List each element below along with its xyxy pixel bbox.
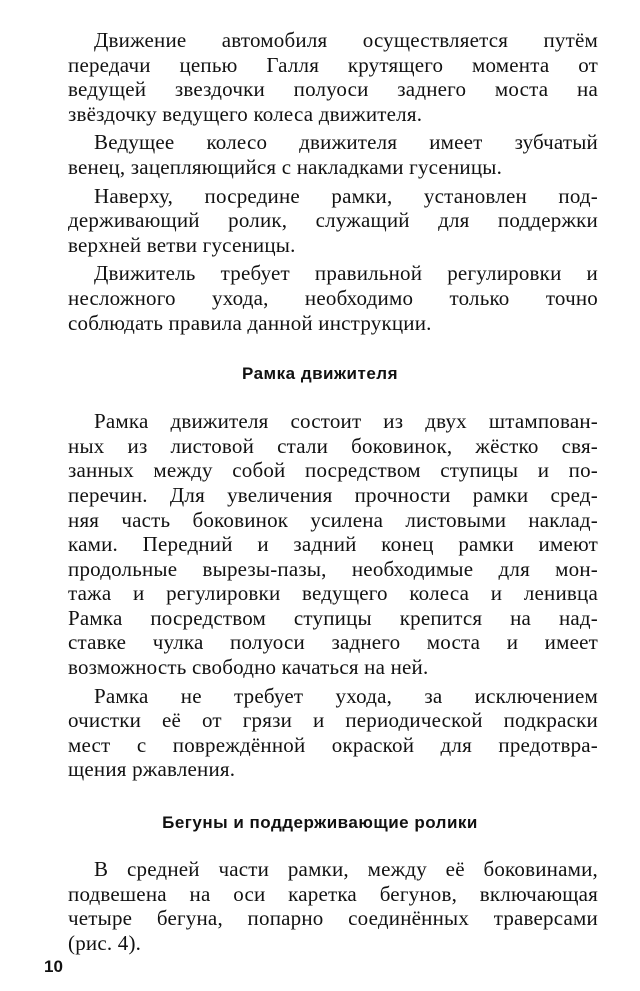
text-line: Ведущее колесо движителя имеет зубчатый	[94, 130, 598, 155]
text-line: соблюдать правила данной инструкции.	[68, 310, 432, 335]
text-line: занных между собой посредством ступицы и по-	[68, 458, 598, 483]
text-line: возможность свободно качаться на ней.	[68, 655, 429, 680]
text-line: няя часть боковинок усилена листовыми наклад-	[68, 507, 598, 532]
text-line: четыре бегуна, попарно соединённых траверсами	[68, 906, 598, 931]
text-line: очистки её от грязи и периодической подкраски	[68, 708, 598, 733]
text-line: ведущей звездочки полуоси заднего моста на	[68, 77, 598, 102]
text-line: Движение автомобиля осуществляется путём	[94, 28, 598, 52]
paragraph-runners	[42, 857, 598, 955]
text-line: Движитель требует правильной регулировки и	[94, 261, 598, 286]
text-line: держивающий ролик, служащий для поддержки	[68, 208, 598, 233]
text-line: Рамка движителя состоит из двух штампован-	[94, 409, 598, 434]
paragraph-frame-structure	[42, 409, 598, 680]
section-heading-frame: Рамка движителя	[241, 364, 399, 384]
text-line: верхней ветви гусеницы.	[68, 232, 296, 257]
text-line: перечин. Для увеличения прочности рамки сред-	[68, 482, 598, 507]
text-line: мест с повреждённой окраской для предотвра-	[68, 732, 598, 757]
text-line: щения ржавления.	[68, 757, 236, 782]
text-line: несложного ухода, необходимо только точно	[68, 285, 598, 310]
paragraph-drive-wheel	[42, 130, 598, 179]
paragraph-support-roller	[42, 184, 598, 258]
page-number: 10	[44, 957, 63, 976]
text-line: ставке чулка полуоси заднего моста и имеет	[68, 630, 598, 655]
paragraph-maintenance	[42, 261, 598, 335]
text-line: звёздочку ведущего колеса движителя.	[68, 101, 423, 126]
paragraph-drive-transmission	[42, 28, 598, 126]
text-line: тажа и регулировки ведущего колеса и ленивца	[68, 581, 598, 606]
text-line: венец, зацепляющийся с накладками гусеницы.	[68, 154, 503, 179]
paragraph-frame-care	[42, 684, 598, 782]
text-line: передачи цепью Галля крутящего момента от	[68, 52, 598, 77]
text-line: (рис. 4).	[68, 930, 142, 955]
text-line: В средней части рамки, между её боковинами,	[94, 857, 598, 882]
text-line: ками. Передний и задний конец рамки имеют	[68, 532, 598, 557]
section-heading-runners: Бегуны и поддерживающие ролики	[162, 813, 478, 833]
text-line: Наверху, посредине рамки, установлен под-	[94, 183, 598, 208]
text-line: ных из листовой стали боковинок, жёстко свя-	[68, 433, 598, 458]
page-body	[42, 28, 598, 955]
text-line: Рамка посредством ступицы крепится на над-	[68, 605, 598, 630]
text-line: Рамка не требует ухода, за исключением	[94, 683, 598, 708]
text-line: продольные вырезы-пазы, необходимые для мон-	[68, 556, 598, 581]
text-line: подвешена на оси каретка бегунов, включающая	[68, 881, 598, 906]
